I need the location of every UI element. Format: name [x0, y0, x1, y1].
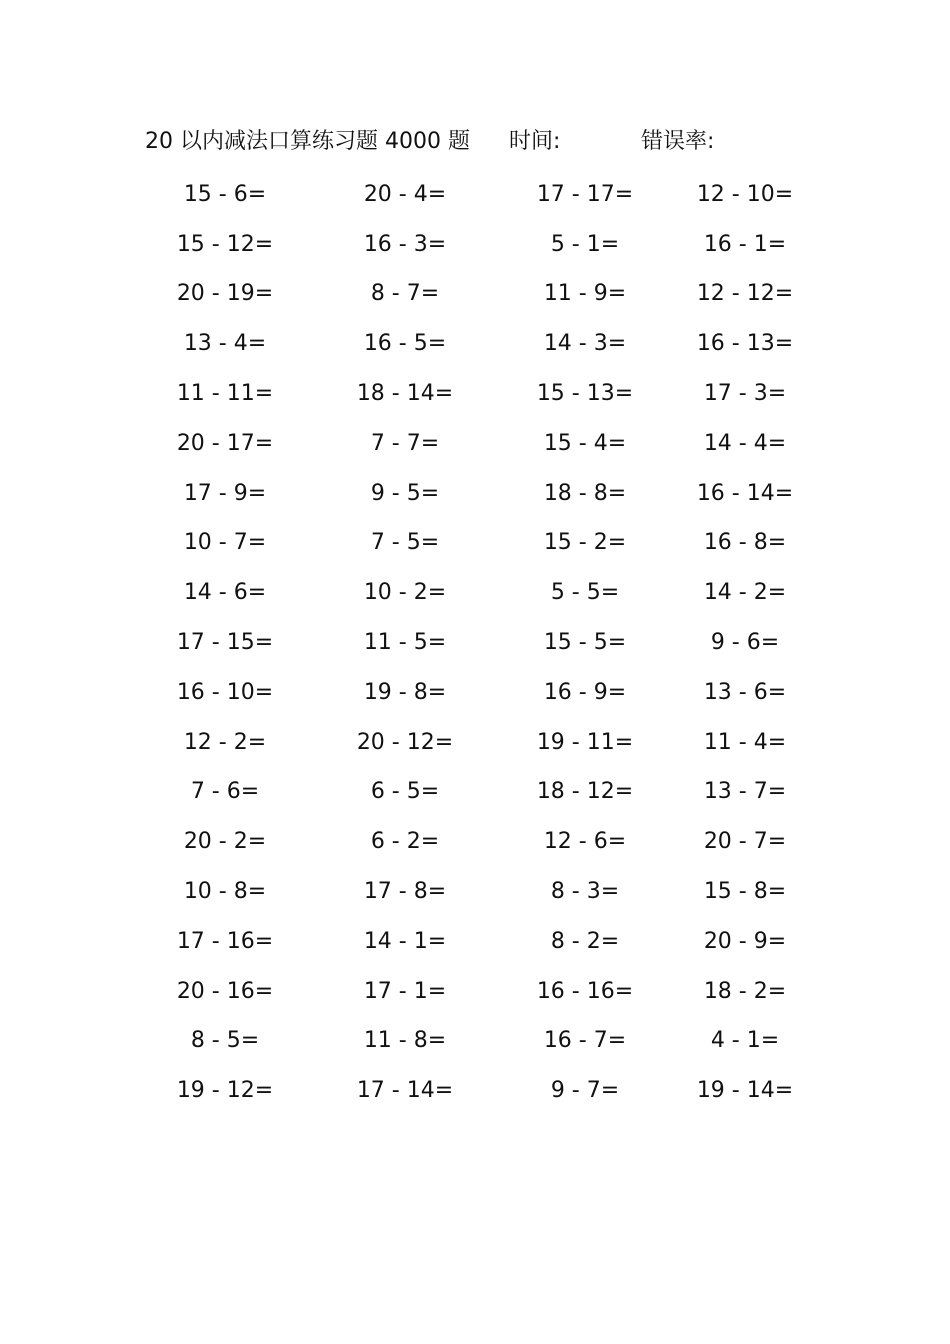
problem-item: 19 - 12= [176, 1078, 274, 1104]
problem-row [135, 519, 815, 569]
problem-item: 16 - 16= [536, 978, 634, 1004]
problem-item: 12 - 2= [183, 729, 267, 755]
problem-item: 9 - 7= [550, 1078, 620, 1104]
problem-item: 18 - 8= [543, 480, 627, 506]
problem-item: 16 - 13= [696, 331, 794, 357]
problem-item: 20 - 17= [176, 430, 274, 456]
problem-row [135, 369, 815, 419]
problem-item: 17 - 15= [176, 630, 274, 656]
problem-item: 15 - 2= [543, 530, 627, 556]
problem-item: 7 - 5= [370, 530, 440, 556]
problem-row [135, 668, 815, 718]
problem-item: 17 - 8= [363, 879, 447, 905]
problem-item: 4 - 1= [710, 1028, 780, 1054]
problem-item: 17 - 17= [536, 181, 634, 207]
problem-item: 14 - 2= [703, 580, 787, 606]
problem-item: 18 - 12= [536, 779, 634, 805]
worksheet-header [145, 124, 805, 160]
problem-row [135, 967, 815, 1017]
problem-row [135, 817, 815, 867]
problem-row [135, 618, 815, 668]
problem-item: 18 - 2= [703, 978, 787, 1004]
worksheet-title: 20 以内减法口算练习题 4000 题 [145, 129, 470, 154]
problem-item: 11 - 5= [363, 630, 447, 656]
problem-item: 16 - 5= [363, 331, 447, 357]
problem-item: 19 - 11= [536, 729, 634, 755]
problem-item: 16 - 8= [703, 530, 787, 556]
problem-item: 16 - 10= [176, 679, 274, 705]
problem-item: 20 - 12= [356, 729, 454, 755]
problem-row [135, 568, 815, 618]
problem-item: 10 - 7= [183, 530, 267, 556]
problem-row [135, 270, 815, 320]
problem-row [135, 1017, 815, 1067]
time-label: 时间: [509, 129, 561, 154]
problem-item: 20 - 16= [176, 978, 274, 1004]
problem-item: 9 - 5= [370, 480, 440, 506]
problem-item: 18 - 14= [356, 381, 454, 407]
problem-item: 7 - 7= [370, 430, 440, 456]
problem-item: 12 - 10= [696, 181, 794, 207]
problem-item: 15 - 8= [703, 879, 787, 905]
problem-item: 17 - 9= [183, 480, 267, 506]
problem-grid [135, 170, 815, 1116]
error-rate-label: 错误率: [641, 129, 715, 154]
problem-item: 20 - 7= [703, 829, 787, 855]
problem-row [135, 170, 815, 220]
problem-item: 16 - 7= [543, 1028, 627, 1054]
problem-row [135, 1066, 815, 1116]
problem-row [135, 419, 815, 469]
problem-item: 13 - 4= [183, 331, 267, 357]
problem-item: 15 - 12= [176, 231, 274, 257]
problem-item: 12 - 12= [696, 281, 794, 307]
problem-item: 20 - 2= [183, 829, 267, 855]
problem-item: 8 - 7= [370, 281, 440, 307]
problem-item: 17 - 1= [363, 978, 447, 1004]
problem-item: 15 - 6= [183, 181, 267, 207]
problem-item: 16 - 3= [363, 231, 447, 257]
problem-row [135, 718, 815, 768]
problem-row [135, 220, 815, 270]
problem-item: 14 - 6= [183, 580, 267, 606]
problem-item: 6 - 5= [370, 779, 440, 805]
problem-item: 19 - 8= [363, 679, 447, 705]
problem-item: 8 - 5= [190, 1028, 260, 1054]
problem-item: 16 - 9= [543, 679, 627, 705]
problem-item: 8 - 3= [550, 879, 620, 905]
problem-item: 17 - 3= [703, 381, 787, 407]
problem-item: 10 - 2= [363, 580, 447, 606]
problem-item: 11 - 9= [543, 281, 627, 307]
problem-item: 7 - 6= [190, 779, 260, 805]
problem-item: 10 - 8= [183, 879, 267, 905]
problem-item: 11 - 8= [363, 1028, 447, 1054]
problem-item: 20 - 4= [363, 181, 447, 207]
problem-item: 11 - 4= [703, 729, 787, 755]
problem-item: 17 - 14= [356, 1078, 454, 1104]
problem-item: 8 - 2= [550, 928, 620, 954]
problem-row [135, 469, 815, 519]
problem-item: 14 - 3= [543, 331, 627, 357]
problem-item: 20 - 19= [176, 281, 274, 307]
problem-row [135, 867, 815, 917]
problem-item: 12 - 6= [543, 829, 627, 855]
problem-row [135, 917, 815, 967]
problem-row [135, 319, 815, 369]
problem-item: 5 - 1= [550, 231, 620, 257]
problem-item: 16 - 1= [703, 231, 787, 257]
problem-item: 15 - 13= [536, 381, 634, 407]
problem-item: 15 - 4= [543, 430, 627, 456]
problem-item: 13 - 7= [703, 779, 787, 805]
problem-item: 17 - 16= [176, 928, 274, 954]
problem-item: 16 - 14= [696, 480, 794, 506]
problem-row [135, 768, 815, 818]
problem-item: 6 - 2= [370, 829, 440, 855]
problem-item: 19 - 14= [696, 1078, 794, 1104]
problem-item: 5 - 5= [550, 580, 620, 606]
problem-item: 9 - 6= [710, 630, 780, 656]
problem-item: 14 - 4= [703, 430, 787, 456]
problem-item: 14 - 1= [363, 928, 447, 954]
problem-item: 20 - 9= [703, 928, 787, 954]
problem-item: 15 - 5= [543, 630, 627, 656]
problem-item: 11 - 11= [176, 381, 274, 407]
problem-item: 13 - 6= [703, 679, 787, 705]
